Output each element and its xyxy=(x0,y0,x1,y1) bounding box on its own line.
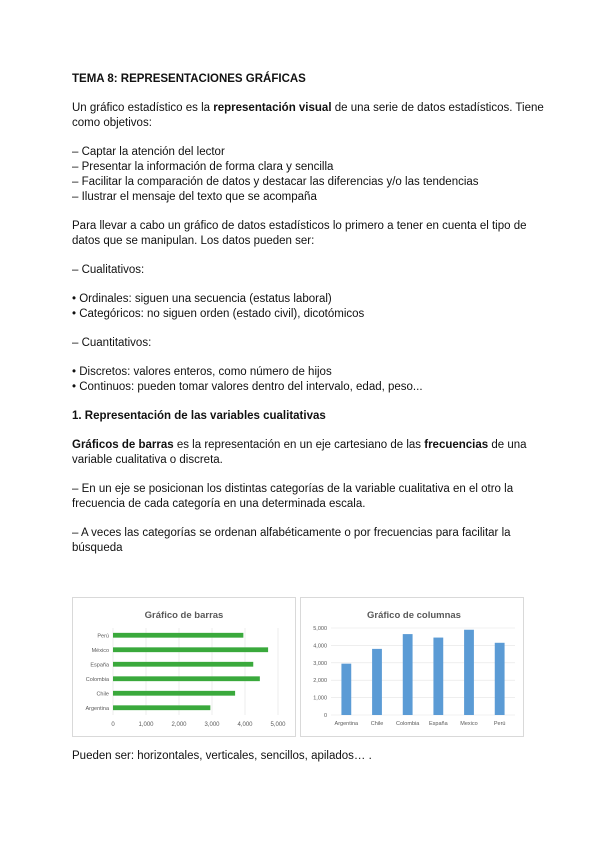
y-tick-label: 5,000 xyxy=(313,626,327,632)
intro-text: Un gráfico estadístico es la xyxy=(72,102,214,114)
x-tick-label: 0 xyxy=(111,722,115,728)
column-bar xyxy=(372,649,382,715)
bar xyxy=(113,662,253,667)
chart-title: Gráfico de columnas xyxy=(367,610,461,621)
paragraph-line: frecuencia de cada categoría en una determinada escala. xyxy=(72,498,366,510)
qualitative-item: • Ordinales: siguen una secuencia (estatus laboral) xyxy=(72,293,332,305)
objective-item: – Presentar la información de forma clara y sencilla xyxy=(72,161,334,173)
bar-chart-container xyxy=(72,597,296,737)
category-label: Colombia xyxy=(85,676,109,683)
bar xyxy=(113,691,235,696)
column-bar xyxy=(403,634,413,715)
category-label: Chile xyxy=(96,691,109,698)
category-label: Chile xyxy=(370,721,384,727)
y-tick-label: 4,000 xyxy=(313,643,327,650)
x-tick-label: 4,000 xyxy=(237,722,253,728)
y-tick-label: 0 xyxy=(323,713,327,719)
intro-bold-term: representación visual xyxy=(213,102,332,114)
category-label: Colombia xyxy=(396,721,420,727)
column-bar xyxy=(433,638,443,715)
column-bar xyxy=(341,664,351,715)
x-tick-label: 3,000 xyxy=(204,722,220,728)
category-label: Perú xyxy=(97,633,109,640)
bar xyxy=(113,647,268,652)
x-tick-label: 1,000 xyxy=(138,722,154,728)
qualitative-item: • Categóricos: no siguen orden (estado civil), dicotómicos xyxy=(72,308,365,320)
category-label: Perú xyxy=(493,721,506,727)
bar xyxy=(113,676,260,681)
category-label: Argentina xyxy=(334,721,359,727)
category-label: España xyxy=(90,662,109,669)
quantitative-item: • Discretos: valores enteros, como número de hijos xyxy=(72,366,332,378)
objective-item: – Captar la atención del lector xyxy=(72,146,225,158)
y-tick-label: 3,000 xyxy=(313,660,327,667)
category-label: México xyxy=(91,647,109,654)
qualitative-heading: – Cualitativos: xyxy=(72,264,145,276)
bars-definition-line-1 xyxy=(72,438,527,452)
x-tick-label: 5,000 xyxy=(270,722,286,728)
intro-text-end: de una serie de datos estadísticos. Tiene xyxy=(331,102,544,114)
column-chart xyxy=(301,598,523,736)
definition-text: es la representación en un eje cartesiano de las xyxy=(173,439,425,451)
y-tick-label: 2,000 xyxy=(313,678,327,685)
paragraph-line: datos que se manipulan. Los datos pueden ser: xyxy=(72,235,315,247)
bars-definition-line-2: variable cualitativa o discreta. xyxy=(72,454,223,466)
bar xyxy=(113,705,210,710)
objective-item: – Facilitar la comparación de datos y destacar las diferencias y/o las tendencias xyxy=(72,176,479,188)
x-tick-label: 2,000 xyxy=(171,722,187,728)
category-label: Argentina xyxy=(85,705,109,712)
chart-title: Gráfico de barras xyxy=(144,610,224,621)
bar-chart xyxy=(73,598,295,736)
intro-line-1 xyxy=(72,101,544,115)
category-label: Mexico xyxy=(460,721,478,727)
category-label: España xyxy=(429,721,448,727)
bold-term: Gráficos de barras xyxy=(72,439,174,451)
paragraph-line: Para llevar a cabo un gráfico de datos estadísticos lo primero a tener en cuenta el tipo de xyxy=(72,220,527,232)
objective-item: – Ilustrar el mensaje del texto que se acompaña xyxy=(72,191,317,203)
paragraph-line: búsqueda xyxy=(72,542,123,554)
section-heading: 1. Representación de las variables cualitativas xyxy=(72,410,326,422)
quantitative-heading: – Cuantitativos: xyxy=(72,337,152,349)
definition-text: de una xyxy=(488,439,527,451)
footer-text: Pueden ser: horizontales, verticales, sencillos, apilados… . xyxy=(72,750,372,762)
quantitative-item: • Continuos: pueden tomar valores dentro del intervalo, edad, peso... xyxy=(72,381,423,393)
intro-line-2: como objetivos: xyxy=(72,117,152,129)
column-bar xyxy=(495,643,505,715)
paragraph-line: – A veces las categorías se ordenan alfabéticamente o por frecuencias para facilitar la xyxy=(72,527,511,539)
bold-term: frecuencias xyxy=(424,439,489,451)
y-tick-label: 1,000 xyxy=(313,695,327,702)
column-bar xyxy=(464,630,474,715)
bar xyxy=(113,633,243,638)
page-title: TEMA 8: REPRESENTACIONES GRÁFICAS xyxy=(72,73,306,85)
paragraph-line: – En un eje se posicionan los distintas categorías de la variable cualitativa en el otro la xyxy=(72,483,514,495)
column-chart-container xyxy=(300,597,524,737)
